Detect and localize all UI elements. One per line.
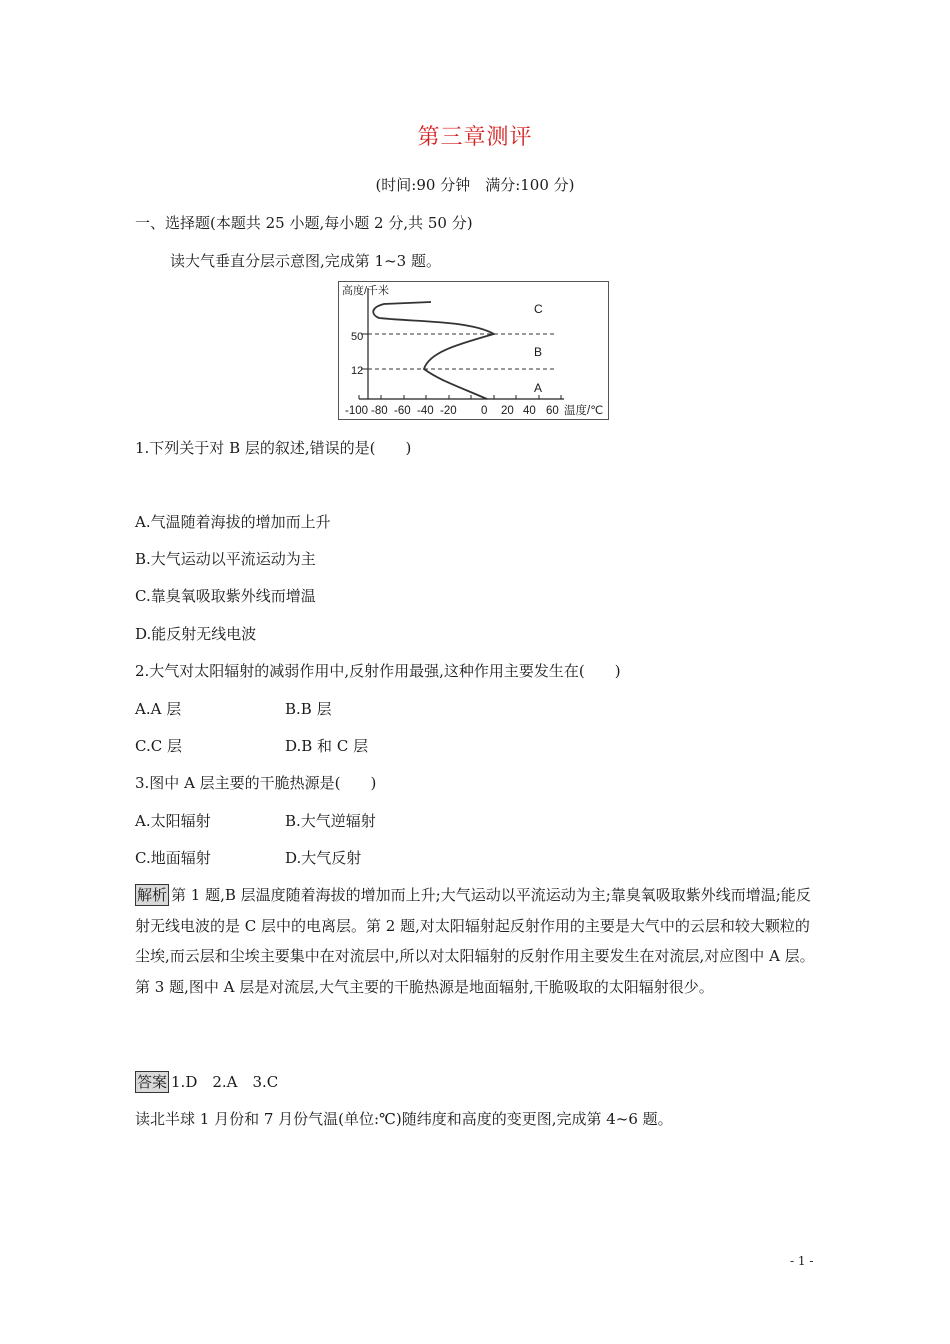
x-tick-0: 0 xyxy=(481,405,488,417)
section-heading: 一、选择题(本题共 25 小题,每小题 2 分,共 50 分) xyxy=(135,214,473,232)
x-tick-40: 40 xyxy=(523,405,536,417)
answer-tag: 答案 xyxy=(137,1073,168,1091)
question-1-option-c: C.靠臭氧吸取紫外线而增温 xyxy=(135,587,316,605)
exam-info: (时间:90 分钟 满分:100 分) xyxy=(375,176,575,194)
layer-label-c: C xyxy=(534,302,543,316)
question-3-option-d: D.大气反射 xyxy=(285,849,362,867)
x-tick-neg100: -100 xyxy=(345,405,369,417)
intro-1-3: 读大气垂直分层示意图,完成第 1~3 题。 xyxy=(170,252,441,270)
y-tick-12: 12 xyxy=(351,365,364,377)
answer-text: 1.D 2.A 3.C xyxy=(171,1073,279,1091)
question-2-option-b: B.B 层 xyxy=(285,700,332,718)
temperature-curve xyxy=(373,302,494,399)
page-title: 第三章测评 xyxy=(417,125,533,150)
question-1-option-b: B.大气运动以平流运动为主 xyxy=(135,550,316,568)
y-axis-label: 高度/千米 xyxy=(342,285,390,297)
y-tick-50: 50 xyxy=(351,331,364,343)
question-1-stem: 1.下列关于对 B 层的叙述,错误的是( ) xyxy=(135,439,412,457)
x-tick-neg20: -20 xyxy=(440,405,457,417)
x-tick-60: 60 xyxy=(546,405,559,417)
atmosphere-layer-diagram xyxy=(338,281,609,420)
x-tick-neg40: -40 xyxy=(417,405,434,417)
x-axis-label: 温度/℃ xyxy=(564,405,604,417)
question-3-option-c: C.地面辐射 xyxy=(135,849,211,867)
x-tick-neg60: -60 xyxy=(394,405,411,417)
analysis-text: 第 1 题,B 层温度随着海拔的增加而上升;大气运动以平流运动为主;靠臭氧吸取紫外线而增温;能反射无线电波的是 C 层中的电离层。第 2 题,对太阳辐射起反射作用的主要是大气中的云层和较大颗粒的尘埃,而云层和尘埃主要集中在对流层中,所以对太阳辐射的反射作用主要发生在对流层,对应图中 A 层。第 3 题,图中 A 层是对流层,大气主要的干脆热源是地面辐射,干脆吸取的太阳辐射很少。 xyxy=(135,886,815,996)
analysis-tag: 解析 xyxy=(137,886,168,904)
question-1-option-d: D.能反射无线电波 xyxy=(135,625,257,643)
analysis-block xyxy=(135,880,815,1002)
question-3-stem: 3.图中 A 层主要的干脆热源是( ) xyxy=(135,774,377,792)
question-2-stem: 2.大气对太阳辐射的减弱作用中,反射作用最强,这种作用主要发生在( ) xyxy=(135,662,621,680)
question-3-option-a: A.太阳辐射 xyxy=(135,812,211,830)
question-3-option-b: B.大气逆辐射 xyxy=(285,812,376,830)
intro-4-6: 读北半球 1 月份和 7 月份气温(单位:℃)随纬度和高度的变更图,完成第 4~6 题。 xyxy=(135,1110,673,1128)
x-tick-marks xyxy=(359,395,561,399)
question-2-option-d: D.B 和 C 层 xyxy=(285,737,369,755)
answer-block xyxy=(135,1071,278,1093)
question-2-option-c: C.C 层 xyxy=(135,737,182,755)
question-1-option-a: A.气温随着海拔的增加而上升 xyxy=(135,513,331,531)
question-2-option-a: A.A 层 xyxy=(135,700,182,718)
x-tick-20: 20 xyxy=(501,405,514,417)
x-tick-neg80: -80 xyxy=(371,405,388,417)
layer-label-a: A xyxy=(534,381,543,395)
page-number: - 1 - xyxy=(790,1254,814,1268)
diagram-svg xyxy=(339,282,610,421)
layer-label-b: B xyxy=(534,345,543,359)
